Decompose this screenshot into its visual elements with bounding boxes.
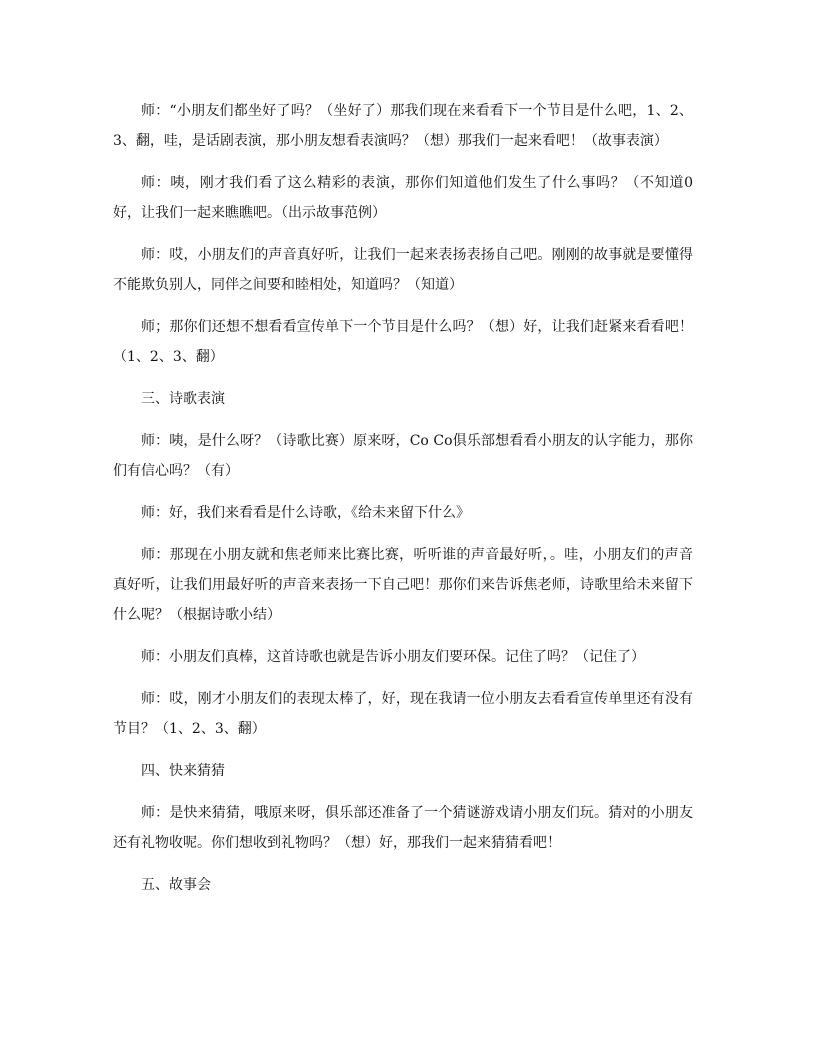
paragraph-drama-intro: 师：“小朋友们都坐好了吗？（坐好了）那我们现在来看看下一个节目是什么吧，1、2、3、翻，哇，是话剧表演，那小朋友想看表演吗？（想）那我们一起来看吧！（故事表演） [113,103,693,149]
section-heading-poetry: 三、诗歌表演 [141,391,225,407]
paragraph-poem-title: 师：好，我们来看看是什么诗歌，《给未来留下什么》 [141,505,470,521]
section-heading-story-time: 五、故事会 [141,877,211,893]
paragraph-poetry-intro: 师：咦，是什么呀？（诗歌比赛）原来呀，Co Co俱乐部想看看小朋友的认字能力，那你们有信心吗？（有） [113,433,693,479]
section-heading-riddles: 四、快来猜猜 [141,763,225,779]
paragraph-poetry-summary: 师：小朋友们真棒，这首诗歌也就是告诉小朋友们要环保。记住了吗？（记住了） [141,649,645,665]
paragraph-story-question: 师：咦，刚才我们看了这么精彩的表演，那你们知道他们发生了什么事吗？（不知道0好，让我们一起来瞧瞧吧。（出示故事范例） [113,175,693,221]
paragraph-poetry-next: 师：哎，刚才小朋友们的表现太棒了，好，现在我请一位小朋友去看看宣传单里还有没有节目？（1、2、3、翻） [113,691,693,737]
paragraph-poetry-contest: 师：那现在小朋友就和焦老师来比赛比赛，听听谁的声音最好听，。哇，小朋友们的声音真好听，让我们用最好听的声音来表扬一下自己吧！那你们来告诉焦老师，诗歌里给未来留下什么呢？（根据诗歌小结） [113,547,693,623]
document-body [113,96,693,912]
paragraph-riddles-intro: 师：是快来猜猜，哦原来呀，俱乐部还准备了一个猜谜游戏请小朋友们玩。猜对的小朋友还有礼物收呢。你们想收到礼物吗？（想）好，那我们一起来猜猜看吧！ [113,805,693,851]
paragraph-next-program: 师；那你们还想不想看看宣传单下一个节目是什么吗？（想）好，让我们赶紧来看看吧！（1、2、3、翻） [113,319,693,365]
paragraph-story-summary: 师：哎，小朋友们的声音真好听，让我们一起来表扬表扬自己吧。刚刚的故事就是要懂得不能欺负别人，同伴之间要和睦相处，知道吗？（知道） [113,247,693,293]
